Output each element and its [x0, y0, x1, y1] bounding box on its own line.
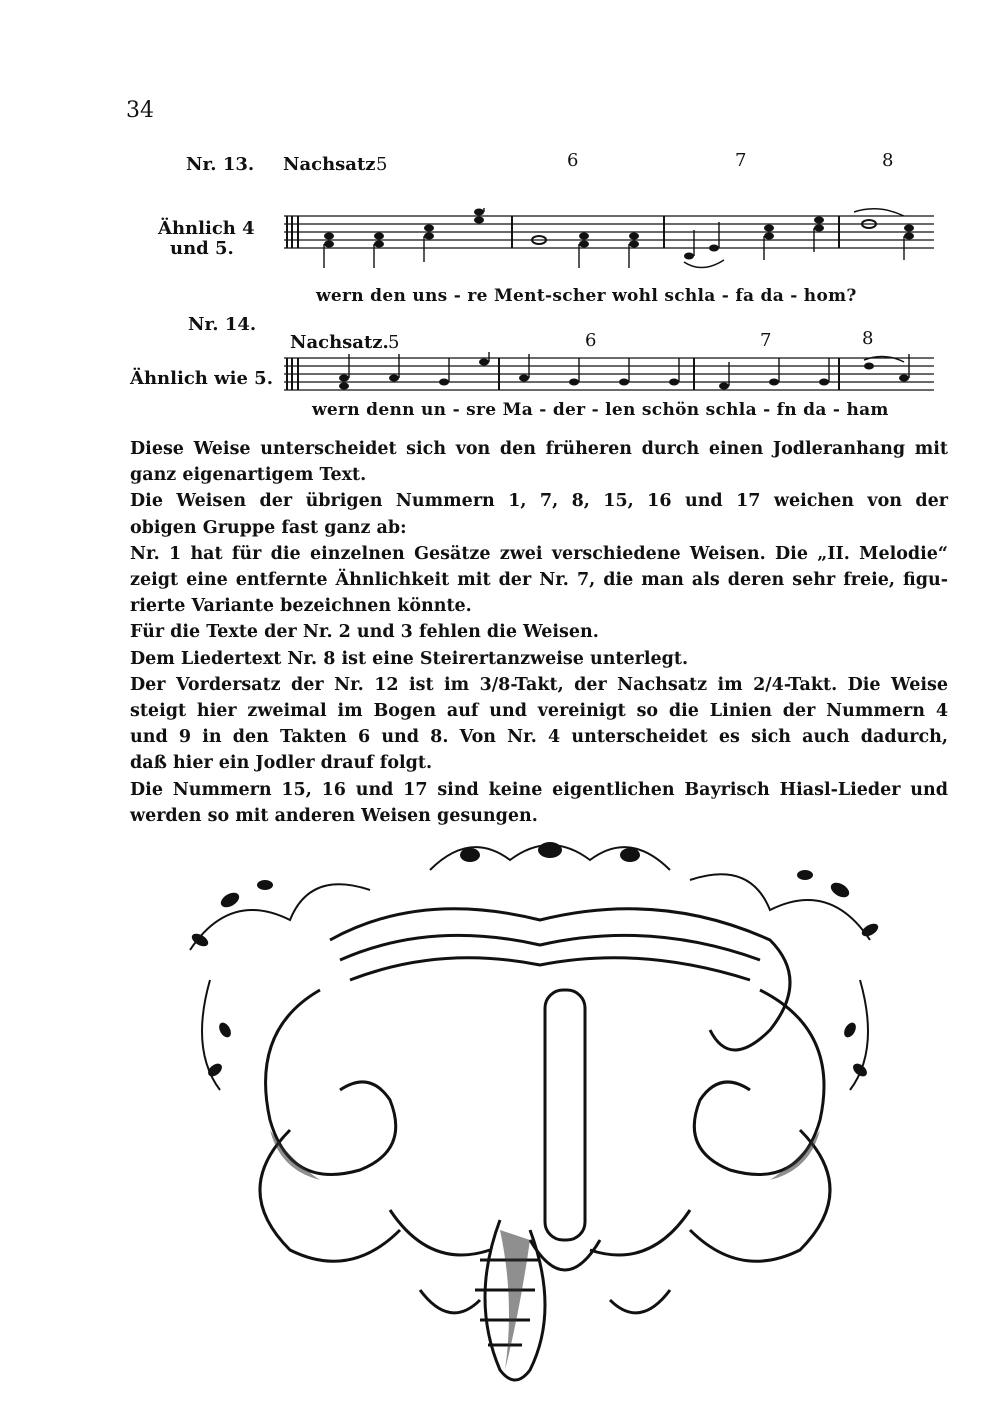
paragraph	[130, 646, 948, 672]
text-line: Diese Weise unterscheidet sich von den früheren durch einen Jodleranhang mit	[130, 439, 948, 459]
paragraph	[130, 619, 948, 645]
example-14-number: Nr. 14.	[188, 314, 257, 335]
text-line: Die Nummern 15, 16 und 17 sind keine eigentlichen Bayrisch Hiasl-Lieder und	[130, 779, 948, 800]
text-line: Dem Liedertext Nr. 8 ist eine Steirertanzweise unterlegt.	[130, 648, 689, 669]
paragraph	[130, 777, 948, 829]
example-14-staff	[284, 352, 944, 402]
example-13-side-label-1: Ähnlich 4	[158, 218, 255, 239]
text-line: Die Weisen der übrigen Nummern 1, 7, 8, 15, 16 und 17 weichen von der	[130, 491, 948, 512]
text-line: zeigt eine entfernte Ähnlichkeit mit der Nr. 7, die man als deren sehr freie, figu-	[130, 570, 948, 591]
text-line: steigt hier zweimal im Bogen auf und vereinigt so die Linien der Nummern 4	[130, 701, 948, 722]
paragraph	[130, 672, 948, 777]
example-13-lyrics: wern den uns - re Ment-scher wohl schla - fa da - hom?	[316, 286, 857, 306]
example-14-section: Nachsatz.	[290, 332, 389, 353]
example-14-bar-5: 5	[388, 332, 400, 353]
example-13-side-label-2: und 5.	[170, 238, 234, 259]
text-line: Für die Texte der Nr. 2 und 3 fehlen die Weisen.	[130, 622, 599, 643]
example-13-bar-6: 6	[567, 150, 579, 171]
body-text	[130, 436, 948, 829]
example-14-lyrics: wern denn un - sre Ma - der - len schön schla - fn da - ham	[312, 400, 889, 420]
example-13-section: Nachsatz	[283, 154, 376, 175]
example-14-side-label: Ähnlich wie 5.	[130, 368, 273, 389]
example-13-number: Nr. 13.	[186, 154, 255, 175]
text-line: Nr. 1 hat für die einzelnen Gesätze zwei verschiedene Weisen. Die „II. Melodie“	[130, 543, 948, 564]
paragraph	[130, 436, 948, 488]
rococo-ornament	[170, 830, 900, 1394]
example-14-bar-6: 6	[585, 330, 597, 351]
text-line: werden so mit anderen Weisen gesungen.	[130, 805, 538, 826]
example-13-staff	[284, 208, 944, 280]
paragraph	[130, 541, 948, 620]
text-line: ganz eigenartigem Text.	[130, 465, 367, 486]
page-number: 34	[126, 98, 154, 123]
example-13-bar-7: 7	[735, 150, 747, 171]
example-13-bar-5: 5	[376, 154, 388, 175]
text-line: und 9 in den Takten 6 und 8. Von Nr. 4 unterscheidet es sich auch dadurch,	[130, 727, 948, 748]
example-13-bar-8: 8	[882, 150, 894, 171]
text-line: Der Vordersatz der Nr. 12 ist im 3/8-Takt, der Nachsatz im 2/4-Takt. Die Weise	[130, 674, 948, 695]
text-line: obigen Gruppe fast ganz ab:	[130, 517, 407, 538]
paragraph	[130, 488, 948, 540]
example-14-bar-8: 8	[862, 328, 874, 349]
text-line: daß hier ein Jodler drauf folgt.	[130, 753, 433, 774]
text-line: rierte Variante bezeichnen könnte.	[130, 596, 472, 617]
example-14-bar-7: 7	[760, 330, 772, 351]
